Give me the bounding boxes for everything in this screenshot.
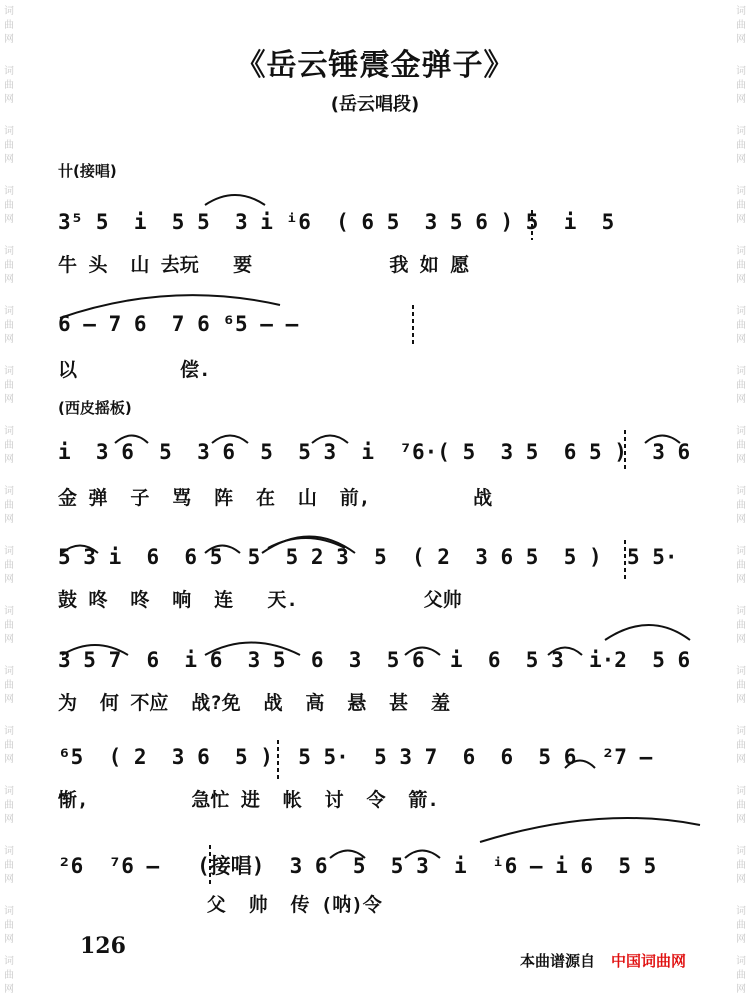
watermark-text: 词曲网 bbox=[736, 366, 746, 405]
source-label: 本曲谱源自 bbox=[520, 952, 596, 970]
watermark-text: 词曲网 bbox=[736, 906, 746, 945]
watermark-text: 词曲网 bbox=[4, 546, 14, 585]
watermark-text: 词曲网 bbox=[4, 66, 14, 105]
lyrics-line: 牛 头 山 去玩 要 我 如 愿 bbox=[58, 254, 470, 276]
watermark-text: 词曲网 bbox=[736, 426, 746, 465]
section-marker: 卄(接唱) bbox=[58, 162, 117, 180]
slur-arc bbox=[480, 818, 700, 842]
watermark-text: 词曲网 bbox=[736, 186, 746, 225]
lyrics-line: 金 弹 子 骂 阵 在 山 前, 战 bbox=[58, 487, 493, 509]
lyrics-line: 惭, 急忙 进 帐 讨 令 箭. bbox=[58, 789, 439, 811]
lyrics-line: 父 帅 传 (呐)令 bbox=[58, 894, 382, 916]
watermark-text: 词曲网 bbox=[4, 906, 14, 945]
section-marker: (西皮摇板) bbox=[58, 399, 132, 417]
watermark-text: 词曲网 bbox=[736, 786, 746, 825]
watermark-text: 词曲网 bbox=[736, 666, 746, 705]
watermark-text: 词曲网 bbox=[736, 726, 746, 765]
lyrics-line: 以 偿. bbox=[58, 359, 211, 381]
watermark-text: 词曲网 bbox=[4, 606, 14, 645]
watermark-text: 词曲网 bbox=[4, 366, 14, 405]
watermark-text: 词曲网 bbox=[4, 846, 14, 885]
notation-line: 3⁵ 5 i 5 5 3 i ⁱ6 ( 6 5 3 5 6 ) 5 i 5 bbox=[58, 210, 615, 234]
watermark-text: 词曲网 bbox=[736, 6, 746, 45]
watermark-text: 词曲网 bbox=[736, 486, 746, 525]
watermark-text: 词曲网 bbox=[4, 956, 14, 995]
watermark-text: 词曲网 bbox=[4, 726, 14, 765]
page-number: 126 bbox=[80, 933, 126, 959]
watermark-text: 词曲网 bbox=[736, 66, 746, 105]
watermark-text: 词曲网 bbox=[4, 186, 14, 225]
watermark-text: 词曲网 bbox=[736, 956, 746, 995]
watermark-text: 词曲网 bbox=[4, 126, 14, 165]
watermark-text: 词曲网 bbox=[736, 246, 746, 285]
lyrics-line: 为 何 不应 战?免 战 高 悬 甚 羞 bbox=[58, 692, 451, 714]
watermark-text: 词曲网 bbox=[736, 126, 746, 165]
source-credit bbox=[520, 950, 686, 971]
notation-line: ⁶5 ( 2 3 6 5 ) 5 5· 5 3 7 6 6 5 6 ²7 — bbox=[58, 745, 653, 769]
watermark-text: 词曲网 bbox=[4, 426, 14, 465]
notation-line: 3 5 7 6 i 6 3 5 6 3 5 6 i 6 5 3 i·2 5 6 bbox=[58, 648, 691, 672]
page-subtitle: (岳云唱段) bbox=[330, 94, 420, 115]
source-brand-link[interactable]: 中国词曲网 bbox=[611, 952, 687, 970]
watermark-text: 词曲网 bbox=[4, 486, 14, 525]
watermark-text: 词曲网 bbox=[4, 666, 14, 705]
slur-arc bbox=[205, 195, 265, 205]
watermark-text: 词曲网 bbox=[736, 606, 746, 645]
notation-line: 5 3 i 6 6 5 5 5 2 3 5 ( 2 3 6 5 5 ) 5 5· bbox=[58, 545, 678, 569]
watermark-text: 词曲网 bbox=[4, 246, 14, 285]
watermark-text: 词曲网 bbox=[736, 306, 746, 345]
page-title: 《岳云锤震金弹子》 bbox=[235, 48, 515, 83]
lyrics-line: 鼓 咚 咚 响 连 天. 父帅 bbox=[58, 589, 462, 611]
slur-arc bbox=[605, 625, 690, 640]
notation-line: 6 — 7 6 7 6 ⁶5 — — bbox=[58, 312, 299, 336]
watermark-text: 词曲网 bbox=[4, 306, 14, 345]
notation-line: i 3 6 5 3 6 5 5 3 i ⁷6·( 5 3 5 6 5 ) 3 6 bbox=[58, 440, 691, 464]
watermark-text: 词曲网 bbox=[4, 786, 14, 825]
watermark-text: 词曲网 bbox=[736, 846, 746, 885]
notation-line: ²6 ⁷6 — (接唱) 3 6 5 5 3 i ⁱ6 — i 6 5 5 bbox=[58, 854, 657, 878]
watermark-text: 词曲网 bbox=[4, 6, 14, 45]
watermark-text: 词曲网 bbox=[736, 546, 746, 585]
